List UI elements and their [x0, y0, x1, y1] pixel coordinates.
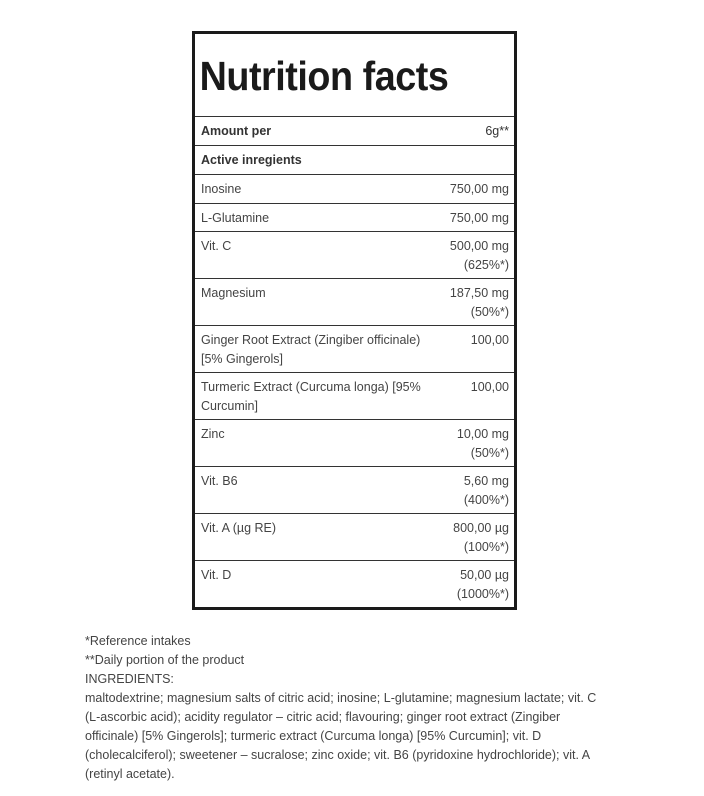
- nutrient-value-cell: [431, 237, 509, 274]
- nutrient-name: Ginger Root Extract (Zingiber officinale) [5% Gingerols]: [201, 333, 421, 366]
- reference-intake: (1000%*): [456, 586, 509, 601]
- nutrient-name: L-Glutamine: [201, 210, 270, 225]
- nutrient-amount: 100,00: [470, 380, 509, 394]
- nutrient-value-cell: [431, 425, 509, 462]
- amount-per-value: 6g**: [485, 124, 509, 138]
- nutrient-name: Magnesium: [201, 286, 266, 300]
- nutrient-value-cell: [431, 180, 509, 199]
- nutrition-facts-table: [192, 31, 517, 610]
- table-row: [195, 466, 514, 513]
- reference-intake: (400%*): [463, 492, 509, 507]
- table-row: [195, 174, 514, 203]
- table-row: [195, 419, 514, 466]
- nutrient-name: Vit. A (µg RE): [201, 521, 277, 535]
- nutrient-value-cell: [431, 284, 509, 321]
- table-row: [195, 203, 514, 232]
- section-heading: Active inregients: [195, 145, 514, 174]
- table-row: [195, 372, 514, 419]
- nutrient-amount: 750,00 mg: [449, 182, 509, 196]
- nutrient-value-cell: [431, 209, 509, 228]
- table-row: [195, 231, 514, 278]
- table-row: [195, 513, 514, 560]
- nutrient-value-cell: [431, 519, 509, 556]
- nutrient-name: Vit. B6: [201, 474, 238, 488]
- nutrient-amount: 500,00 mg: [449, 239, 509, 253]
- nutrient-name: Turmeric Extract (Curcuma longa) [95% Curcumin]: [201, 380, 421, 413]
- table-row: [195, 325, 514, 372]
- nutrient-value-cell: [431, 331, 509, 368]
- reference-intakes-note: *Reference intakes: [85, 634, 191, 648]
- amount-per-row: [195, 116, 514, 145]
- table-row: [195, 560, 514, 607]
- reference-intake: (100%*): [463, 539, 509, 554]
- nutrient-amount: 100,00: [470, 333, 509, 347]
- nutrient-amount: 800,00 µg: [453, 521, 509, 535]
- reference-intake: (50%*): [470, 445, 509, 460]
- nutrient-amount: 750,00 mg: [449, 210, 509, 225]
- nutrient-name: Vit. C: [201, 239, 232, 253]
- daily-portion-note: **Daily portion of the product: [85, 653, 245, 667]
- nutrient-name: Inosine: [201, 182, 242, 196]
- nutrition-facts-title: Nutrition facts: [199, 53, 449, 99]
- reference-intake: (625%*): [463, 257, 509, 272]
- nutrient-value-cell: [431, 566, 509, 603]
- nutrient-name: Vit. D: [201, 568, 232, 582]
- reference-intake: (50%*): [470, 304, 509, 319]
- footnotes: [85, 632, 620, 784]
- nutrient-amount: 10,00 mg: [456, 427, 509, 441]
- nutrient-amount: 187,50 mg: [449, 286, 509, 300]
- nutrient-value-cell: [431, 378, 509, 415]
- nutrient-value-cell: [431, 472, 509, 509]
- ingredients-heading: INGREDIENTS:: [85, 672, 174, 686]
- ingredients-text: maltodextrine; magnesium salts of citric acid; inosine; L-glutamine; magnesium lactate; vit. C (L-ascorbic acid); acidity regulator – citric acid; flavouring; ginger root extract (Zingiber officinale) [5% Gingerols]; turmeric extract (Curcuma longa) [95% Curcumin]; vit. D (cholecalciferol); sweetener – sucralose; zinc oxide; vit. B6 (pyridoxine hydrochloride); vit. A (retinyl acetate).: [85, 691, 597, 781]
- nutrient-name: Zinc: [201, 427, 225, 441]
- nutrient-amount: 5,60 mg: [463, 474, 509, 488]
- table-row: [195, 278, 514, 325]
- nutrient-amount: 50,00 µg: [460, 568, 509, 582]
- amount-per-label: Amount per: [201, 124, 272, 138]
